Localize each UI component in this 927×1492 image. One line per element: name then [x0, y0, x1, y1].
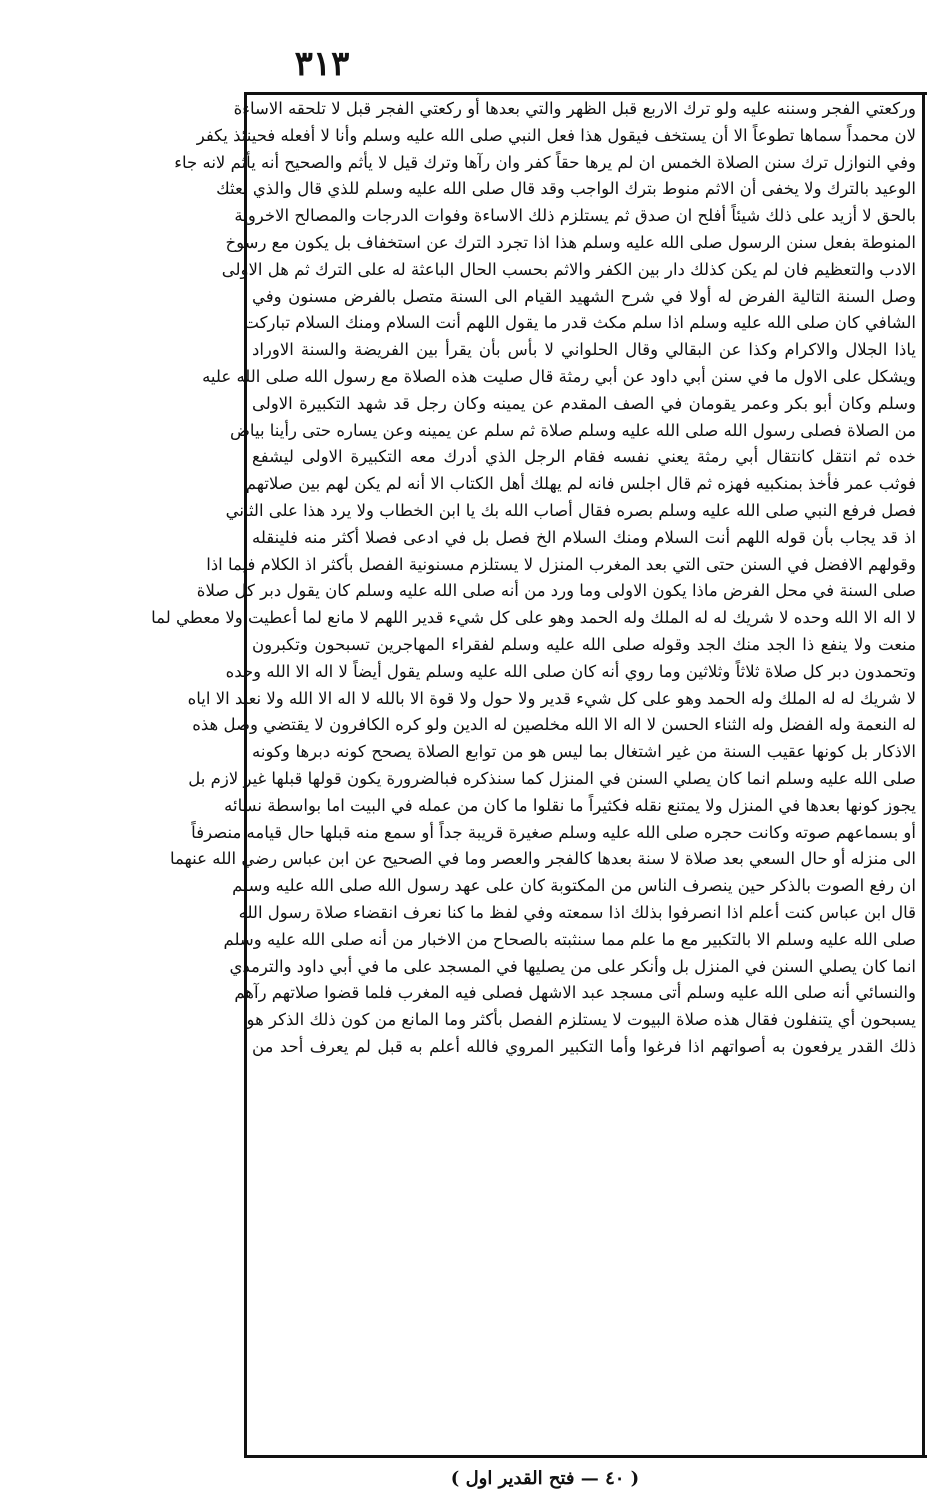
frame-right-rule	[922, 92, 925, 1458]
page-footer: ( ٤٠ — فتح القدير اول )	[450, 1468, 640, 1489]
text-line: وقولهم الافضل في السنن حتى التي بعد المغرب المنزل لا يستلزم مسنونية الفصل بأكثر اذ الكلام فيما اذا	[206, 554, 916, 574]
text-line: وتحمدون دبر كل صلاة ثلاثاً وثلاثين وما روي أنه كان صلى الله عليه وسلم يقول أيضاً لا اله الا الله وحده	[225, 661, 916, 681]
text-line: من الصلاة فصلى رسول الله صلى الله عليه وسلم صلاة ثم سلم عن يمينه وعن يساره حتى رأينا بياض	[229, 420, 916, 440]
text-line: ويشكل على الاول ما في سنن أبي داود عن أبي رمثة قال صليت هذه الصلاة مع رسول الله صلى الله عليه	[202, 366, 916, 386]
text-line: بالحق لا أزيد على ذلك شيئاً أفلح ان صدق ثم يستلزم ذلك الاساءة وفوات الدرجات والمصالح الاخروية	[234, 206, 916, 226]
body-text	[151, 96, 916, 1061]
text-line: وصل السنة التالية الفرض له أولا في شرح الشهيد القيام الى السنة متصل بالفرض مسنون وفي	[252, 286, 916, 306]
text-line: لا اله الا الله وحده لا شريك له له الملك وله الحمد وهو على كل شيء قدير اللهم لا مانع لما أعطيت ولا معطي لما	[151, 608, 916, 628]
text-line: الاذكار بل كونها عقيب السنة من غير اشتغال بما ليس هو من توابع الصلاة يصحح كونه دبرها وكونه	[252, 742, 916, 762]
text-line: وسلم وكان أبو بكر وعمر يقومان في الصف المقدم عن يمينه وكان رجل قد شهد التكبيرة الاولى	[252, 393, 916, 413]
text-line: ياذا الجلال والاكرام وكذا عن البقالي وقال الحلواني لا بأس بأن يقرأ بين الفريضة والسنة الاوراد	[252, 340, 916, 360]
text-line: وفي النوازل ترك سنن الصلاة الخمس ان لم يرها حقاً كفر وان رآها وترك قيل لا يأثم والصحيح أنه يأثم لانه جاء	[174, 152, 916, 172]
text-line: المنوطة بفعل سنن الرسول صلى الله عليه وسلم هذا اذا تجرد الترك عن استخفاف بل يكون مع رسوخ	[225, 232, 916, 252]
text-line: ذلك القدر يرفعون به أصواتهم اذا فرغوا وأما التكبير المروي فالله أعلم به قبل لم يعرف أحد من	[252, 1036, 916, 1056]
frame-top-rule	[244, 92, 927, 95]
text-line: له النعمة وله الفضل وله الثناء الحسن لا اله الا الله مخلصين له الدين ولو كره الكافرون لا يقتضي وصل هذه	[192, 715, 916, 735]
text-line: اذ قد يجاب بأن قوله اللهم أنت السلام ومنك السلام الخ فصل بل في ادعى فصلا أكثر منه فلينقله	[252, 527, 916, 547]
text-line: لان محمداً سماها تطوعاً الا أن يستخف فيقول هذا فعل النبي صلى الله عليه وسلم وأنا لا أفعله فحينئذ يكفر	[196, 125, 916, 145]
text-line: خده ثم انتقل كانتقال أبي رمثة يعني نفسه فقام الرجل الذي أدرك معه التكبيرة الاولى ليشفع	[252, 447, 916, 467]
text-line: وركعتي الفجر وسننه عليه ولو ترك الاربع قبل الظهر والتي بعدها أو ركعتي الفجر قبل لا تلحقه الاساءة	[233, 99, 916, 118]
page-number: ٣١٣	[294, 44, 350, 84]
text-line: صلى السنة في محل الفرض ماذا يكون الاولى وما ورد من أنه صلى الله عليه وسلم كان يقول دبر كل صلاة	[196, 581, 916, 601]
frame-bottom-rule	[244, 1455, 927, 1458]
text-line: يسبحون أي يتنفلون فقال هذه صلاة البيوت لا يستلزم الفصل بأكثر وما المانع من كون ذلك الذكر هو	[246, 1010, 916, 1030]
text-line: الوعيد بالترك ولا يخفى أن الاثم منوط بترك الواجب وقد قال صلى الله عليه وسلم للذي قال والذي بعثك	[216, 179, 916, 199]
text-line: الادب والتعظيم فان لم يكن كذلك دار بين الكفر والاثم بحسب الحال الباعثة له على الترك ثم هل الاولى	[221, 259, 916, 279]
text-line: صلى الله عليه وسلم انما كان يصلي السنن في المنزل كما سنذكره فبالضرورة يكون قولها قبلها غير لازم بل	[188, 768, 916, 788]
text-line: الى منزله أو حال السعي بعد صلاة لا سنة بعدها كالفجر والعصر وما في الصحيح عن ابن عباس رضي الله عنهما	[169, 849, 916, 869]
text-line: قال ابن عباس كنت أعلم اذا انصرفوا بذلك اذا سمعته وفي لفظ ما كنا نعرف انقضاء صلاة رسول الله	[238, 902, 916, 922]
text-line: لا شريك له له الملك وله الحمد وهو على كل شيء قدير ولا حول ولا قوة الا بالله لا اله الا الله ولا نعبد الا اياه	[187, 688, 916, 708]
text-line: والنسائي أنه صلى الله عليه وسلم أتى مسجد عبد الاشهل فصلى فيه المغرب فلما قضوا صلاتهم رآهم	[234, 983, 916, 1003]
text-line: ان رفع الصوت بالذكر حين ينصرف الناس من المكتوبة كان على عهد رسول الله صلى الله عليه وسلم	[232, 876, 916, 896]
text-line: أو بسماعهم صوته وكانت حجره صلى الله عليه وسلم صغيرة قريبة جداً أو سمع منه قبلها حال قيامه منصرفاً	[191, 822, 916, 842]
text-line: منعت ولا ينفع ذا الجد منك الجد وقوله صلى الله عليه وسلم لفقراء المهاجرين تسبحون وتكبرون	[252, 634, 916, 654]
text-line: صلى الله عليه وسلم الا بالتكبير مع ما علم مما سنثبته بالصحاح من الاخبار من أنه صلى الله عليه وسلم	[223, 929, 916, 949]
text-line: انما كان يصلي السنن في المنزل بل وأنكر على من يصليها في المسجد على ما في أبي داود والترمذي	[229, 956, 916, 976]
text-line: الشافي كان صلى الله عليه وسلم اذا سلم مكث قدر ما يقول اللهم أنت السلام ومنك السلام تباركت	[243, 313, 916, 333]
text-line: فصل فرفع النبي صلى الله عليه وسلم بصره فقال أصاب الله بك يا ابن الخطاب ولا يرد هذا على الثاني	[225, 500, 916, 520]
text-line: يجوز كونها بعدها في المنزل ولا يمتنع نقله فكثيراً ما نقلوا ما كان من عمله في البيت اما بواسطة نسائه	[224, 795, 916, 815]
text-line: فوثب عمر فأخذ بمنكبيه فهزه ثم قال اجلس فانه لم يهلك أهل الكتاب الا أنه لم يكن لهم بين صلاتهم	[245, 474, 916, 494]
